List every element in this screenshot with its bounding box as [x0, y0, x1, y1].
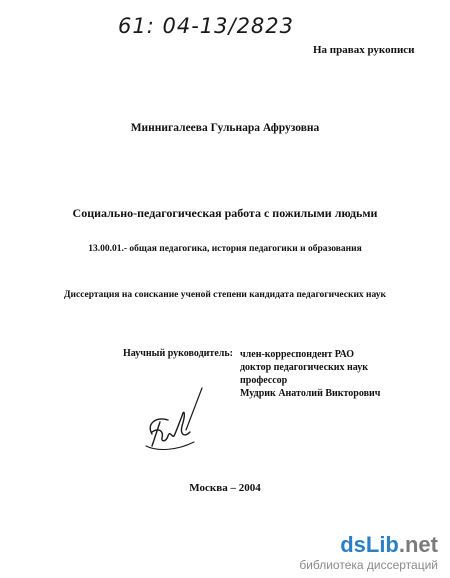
- author-name: Миннигалеева Гульнара Афрузовна: [130, 122, 320, 134]
- watermark-tagline: библиотека диссертаций: [299, 558, 438, 572]
- supervisor-label: Научный руководитель:: [123, 348, 233, 359]
- place-year: Москва – 2004: [189, 482, 261, 494]
- watermark: [299, 534, 438, 572]
- signature-icon: [138, 386, 228, 466]
- supervisor-line: доктор педагогических наук: [240, 362, 369, 373]
- specialty-code: 13.00.01.- общая педагогика, история педагогики и образования: [88, 244, 362, 254]
- watermark-logo: [299, 534, 438, 556]
- archive-code-handwritten: 61: 04-13/2823: [118, 14, 295, 38]
- supervisor-details: [240, 348, 380, 400]
- watermark-logo-suffix: .net: [398, 532, 438, 557]
- supervisor-line: член-корреспондент РАО: [240, 349, 355, 360]
- watermark-logo-main: dsLib: [340, 532, 399, 557]
- supervisor-line: Мудрик Анатолий Викторович: [240, 388, 381, 399]
- rights-notice: На правах рукописи: [313, 44, 415, 56]
- dissertation-title: Социально-педагогическая работа с пожилыми людьми: [72, 206, 378, 220]
- degree-statement: Диссертация на соискание ученой степени кандидата педагогических наук: [63, 290, 387, 300]
- supervisor-line: профессор: [240, 375, 288, 386]
